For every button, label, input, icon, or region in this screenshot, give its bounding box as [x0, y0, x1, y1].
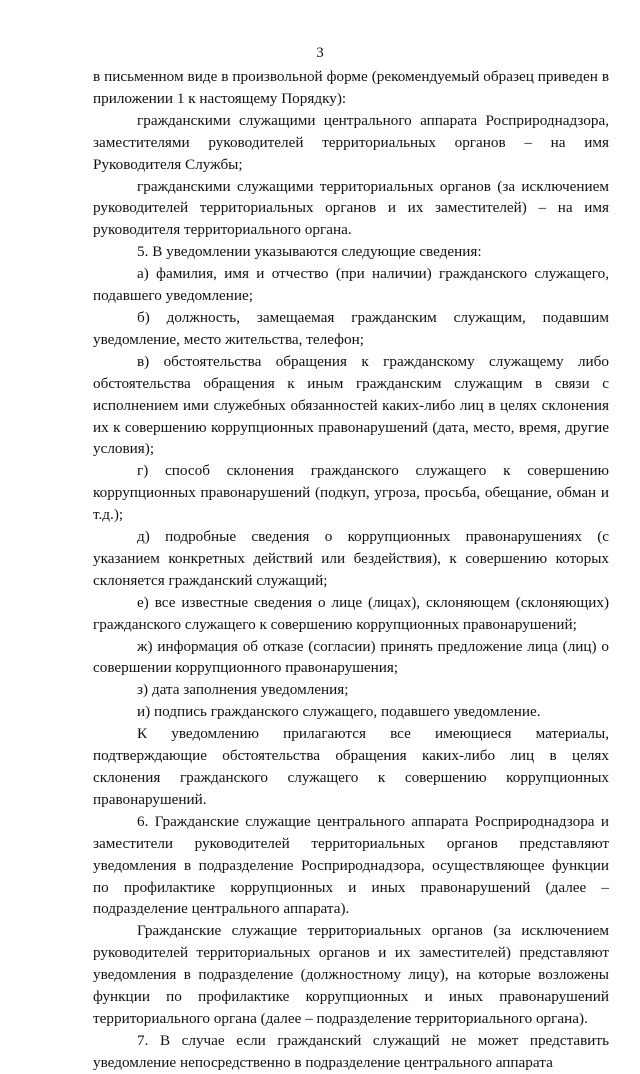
paragraph: гражданскими служащими центрального аппарата Росприроднадзора, заместителями руководителей территориальных органов – на имя Руководителя Службы; [93, 111, 609, 173]
list-item: г) способ склонения гражданского служащего к совершению коррупционных правонарушений (подкуп, угроза, просьба, обещание, обман и т.д.); [93, 462, 609, 524]
paragraph: 7. В случае если гражданский служащий не может представить уведомление непосредственно в подразделение центрального аппарата [93, 1031, 609, 1071]
paragraph: 5. В уведомлении указываются следующие сведения: [137, 243, 482, 261]
list-item: з) дата заполнения уведомления; [137, 681, 349, 699]
paragraph: К уведомлению прилагаются все имеющиеся материалы, подтверждающие обстоятельства обращения каких-либо лиц в целях склонения гражданского служащего к совершению коррупционных правонарушений. [93, 725, 609, 808]
list-item: и) подпись гражданского служащего, подавшего уведомление. [137, 703, 541, 721]
paragraph: в письменном виде в произвольной форме (рекомендуемый образец приведен в приложении 1 к настоящему Порядку): [93, 68, 609, 107]
list-item: б) должность, замещаемая гражданским служащим, подавшим уведомление, место жительства, телефон; [93, 308, 609, 348]
paragraph: гражданскими служащими территориальных органов (за исключением руководителей территориальных органов и их заместителей) – на имя руководителя территориального органа. [93, 177, 609, 239]
list-item: ж) информация об отказе (согласии) принять предложение лица (лиц) о совершении коррупционного правонарушения; [93, 637, 609, 677]
document-body [93, 66, 609, 1074]
list-item: в) обстоятельства обращения к гражданскому служащему либо обстоятельства обращения к иным гражданским служащим в связи с исполнением ими служебных обязанностей каких-либо лиц в целях склонения их к совершению коррупционных правонарушений (дата, место, время, другие условия); [93, 352, 609, 458]
paragraph: Гражданские служащие территориальных органов (за исключением руководителей территориальных органов и их заместителей) представляют уведомления в подразделение (должностному лицу), на которые возложены функции по профилактике коррупционных и иных правонарушений территориального органа (далее – подразделение территориального органа). [93, 922, 609, 1027]
list-item: е) все известные сведения о лице (лицах), склоняющем (склоняющих) гражданского служащего к совершению коррупционных правонарушений; [93, 593, 609, 633]
paragraph: 6. Гражданские служащие центрального аппарата Росприроднадзора и заместители руководителей территориальных органов представляют уведомления в подразделение Росприроднадзора, осуществляющее функции по профилактике коррупционных и иных правонарушений (далее – подразделение центрального аппарата). [93, 812, 609, 918]
list-item: а) фамилия, имя и отчество (при наличии) гражданского служащего, подавшего уведомление; [93, 265, 609, 305]
page-number: 3 [316, 45, 324, 61]
list-item: д) подробные сведения о коррупционных правонарушениях (с указанием конкретных действий или бездействия), к совершению которых склоняется гражданский служащий; [93, 528, 609, 589]
